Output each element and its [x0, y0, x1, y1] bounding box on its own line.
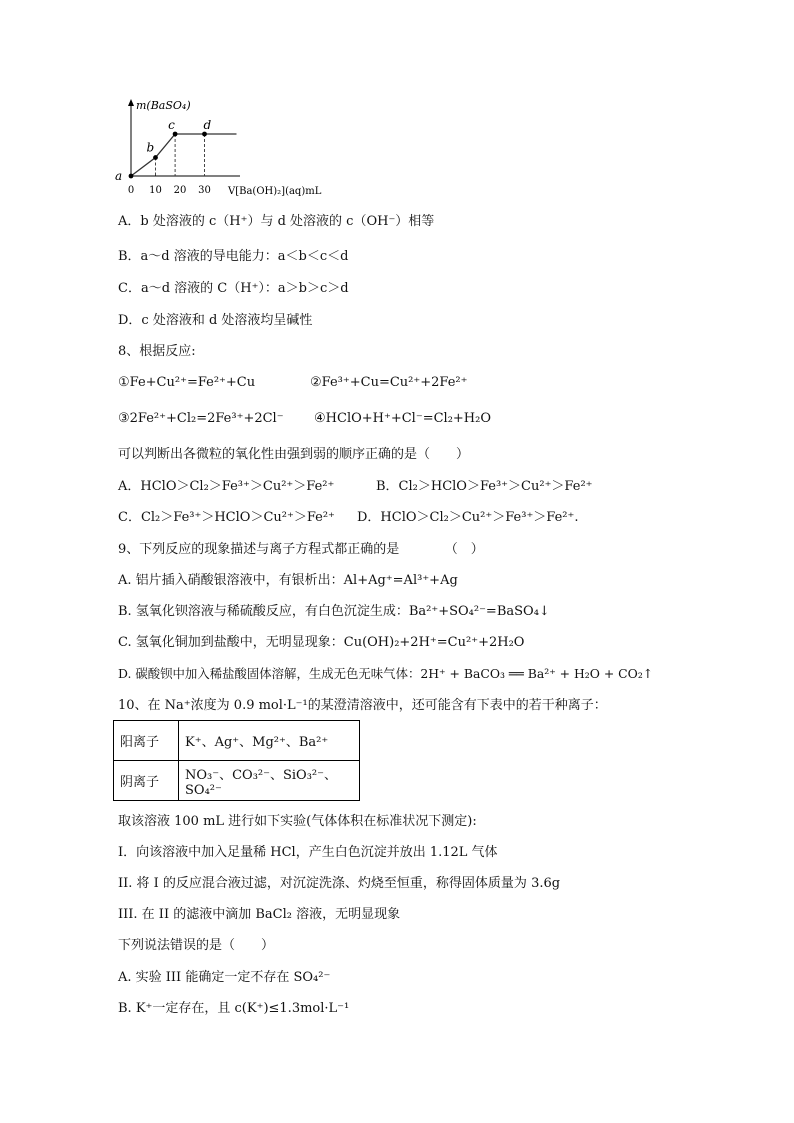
- data-point: [173, 132, 178, 137]
- table-row: [114, 761, 360, 801]
- x-axis-label: V[Ba(OH)₂](aq)mL: [228, 186, 322, 197]
- data-point: [129, 174, 134, 179]
- q10-question: 下列说法错误的是（ ）: [118, 938, 275, 953]
- q8-stem: 8、根据反应:: [118, 344, 196, 359]
- q9-option-a: A. 铝片插入硝酸银溶液中，有银析出：Al+Ag⁺=Al³⁺+Ag: [118, 573, 458, 588]
- table-value-cell: K⁺、Ag⁺、Mg²⁺、Ba²⁺: [179, 721, 360, 761]
- q10-step-1: I．向该溶液中加入足量稀 HCl，产生白色沉淀并放出 1.12L 气体: [118, 845, 498, 860]
- point-label: b: [146, 140, 155, 155]
- precipitate-mass-chart: [110, 96, 340, 201]
- q7-option-b: B．a～d 溶液的导电能力：a＜b＜c＜d: [118, 249, 349, 264]
- q10-step-3: III. 在 II 的滤液中滴加 BaCl₂ 溶液，无明显现象: [118, 907, 401, 922]
- q10-option-b: B. K⁺一定存在，且 c(K⁺)≤1.3mol·L⁻¹: [118, 1001, 350, 1016]
- y-axis-arrow-icon: [128, 99, 134, 106]
- q7-option-c: C．a～d 溶液的 C（H⁺）：a＞b＞c＞d: [118, 281, 349, 296]
- q8-option-c: C．Cl₂＞Fe³⁺＞HClO＞Cu²⁺＞Fe²⁺: [118, 510, 335, 525]
- table-value-cell: NO₃⁻、CO₃²⁻、SiO₃²⁻、SO₄²⁻: [179, 761, 360, 801]
- x-tick-labels: [128, 185, 211, 196]
- x-tick-label: 30: [198, 185, 211, 196]
- q8-reaction-4: ④HClO+H⁺+Cl⁻=Cl₂+H₂O: [314, 411, 492, 426]
- data-point: [202, 132, 207, 137]
- q9-option-d: D. 碳酸钡中加入稀盐酸固体溶解，生成无色无味气体：2H⁺ + BaCO₃ ══ Ba²⁺ + H₂O + CO₂↑: [118, 666, 654, 681]
- q10-step-2: II. 将 I 的反应混合液过滤，对沉淀洗涤、灼烧至恒重，称得固体质量为 3.6g: [118, 876, 561, 891]
- x-tick-label: 20: [173, 185, 187, 196]
- q7-option-a: A．b 处溶液的 c（H⁺）与 d 处溶液的 c（OH⁻）相等: [118, 214, 435, 229]
- q9-stem: 9、下列反应的现象描述与离子方程式都正确的是 （ ）: [118, 542, 484, 557]
- q7-option-d: D．c 处溶液和 d 处溶液均呈碱性: [118, 313, 313, 328]
- chart-series: [115, 118, 237, 183]
- point-label: c: [168, 118, 175, 132]
- ion-table: [113, 720, 360, 801]
- table-header-cell: 阳离子: [114, 721, 179, 761]
- q10-stem: 10、在 Na⁺浓度为 0.9 mol·L⁻¹的某澄清溶液中，还可能含有下表中的若干种离子：: [118, 698, 607, 713]
- q8-option-a: A．HClO＞Cl₂＞Fe³⁺＞Cu²⁺＞Fe²⁺: [118, 479, 335, 494]
- point-label: d: [203, 118, 212, 132]
- table-row: [114, 721, 360, 761]
- q8-option-d: D．HClO＞Cl₂＞Cu²⁺＞Fe³⁺＞Fe²⁺.: [357, 510, 579, 525]
- q9-option-b: B. 氢氧化钡溶液与稀硫酸反应，有白色沉淀生成：Ba²⁺+SO₄²⁻=BaSO₄↓: [118, 604, 550, 619]
- q9-option-c: C. 氢氧化铜加到盐酸中，无明显现象：Cu(OH)₂+2H⁺=Cu²⁺+2H₂O: [118, 635, 525, 650]
- data-point: [153, 155, 158, 160]
- y-axis-label: m(BaSO₄): [136, 99, 191, 112]
- q8-reaction-1: ①Fe+Cu²⁺=Fe²⁺+Cu: [118, 375, 256, 390]
- q10-option-a: A. 实验 III 能确定一定不存在 SO₄²⁻: [118, 970, 331, 985]
- q8-question: 可以判断出各微粒的氧化性由强到弱的顺序正确的是（ ）: [118, 447, 470, 462]
- q8-option-b: B．Cl₂＞HClO＞Fe³⁺＞Cu²⁺＞Fe²⁺: [376, 479, 593, 494]
- point-label: a: [115, 169, 123, 183]
- q8-reaction-2: ②Fe³⁺+Cu=Cu²⁺+2Fe²⁺: [310, 375, 468, 390]
- q8-reaction-3: ③2Fe²⁺+Cl₂=2Fe³⁺+2Cl⁻: [118, 411, 284, 426]
- x-tick-label: 0: [127, 185, 135, 196]
- x-tick-label: 10: [149, 185, 162, 196]
- table-header-cell: 阴离子: [114, 761, 179, 801]
- q10-intro: 取该溶液 100 mL 进行如下实验(气体体积在标准状况下测定):: [118, 814, 477, 829]
